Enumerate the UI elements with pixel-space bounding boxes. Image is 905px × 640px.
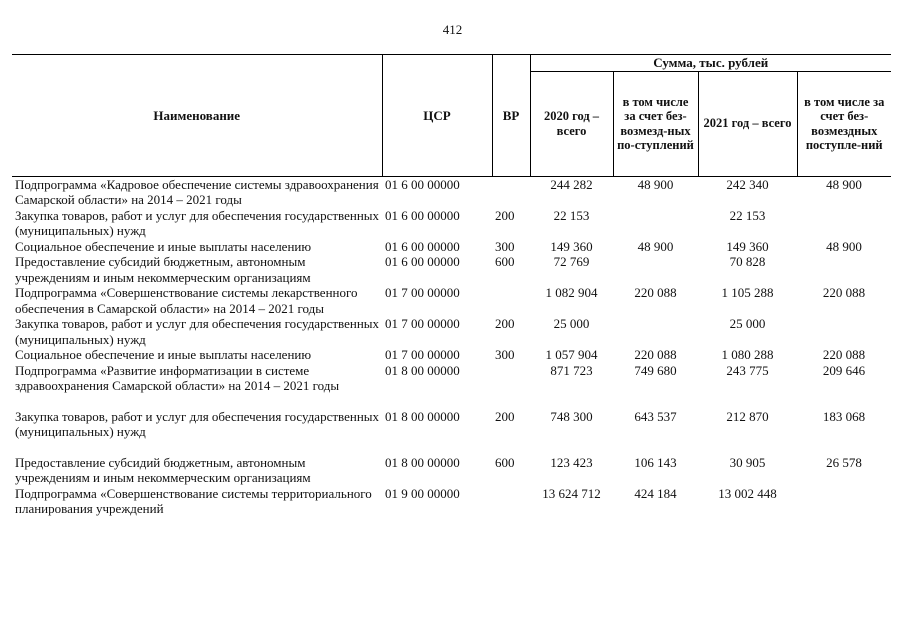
row-2020-free bbox=[613, 316, 698, 347]
table-row bbox=[12, 254, 891, 285]
row-2021-total: 1 080 288 bbox=[721, 347, 774, 362]
row-2021-free: 48 900 bbox=[826, 238, 862, 254]
row-2021-total: 25 000 bbox=[729, 316, 766, 331]
table-row bbox=[12, 409, 891, 455]
table-row bbox=[12, 316, 891, 347]
row-vr bbox=[492, 285, 530, 316]
row-csr: 01 6 00 00000 bbox=[385, 254, 460, 269]
table-row bbox=[12, 239, 891, 255]
row-csr: 01 8 00 00000 bbox=[385, 362, 460, 378]
row-2020-total: 13 624 712 bbox=[542, 485, 601, 501]
table-row bbox=[12, 363, 891, 409]
header-row-top bbox=[12, 55, 891, 72]
row-2020-free: 48 900 bbox=[637, 238, 674, 254]
row-vr: 300 bbox=[495, 347, 515, 362]
row-csr: 01 7 00 00000 bbox=[385, 347, 460, 362]
row-2020-free: 220 088 bbox=[634, 347, 677, 362]
row-2021-total: 22 153 bbox=[729, 207, 766, 223]
row-name: Социальное обеспечение и иные выплаты населению bbox=[15, 347, 312, 362]
row-csr: 01 9 00 00000 bbox=[385, 485, 460, 501]
row-2020-free: 48 900 bbox=[637, 176, 674, 192]
table-row bbox=[12, 486, 891, 517]
row-name: Закупка товаров, работ и услуг для обеспечения государственных (муниципальных) нужд bbox=[15, 408, 380, 439]
row-vr bbox=[492, 176, 530, 208]
row-2020-total: 149 360 bbox=[550, 238, 593, 254]
header-2021-total: 2021 год – всего bbox=[698, 71, 797, 176]
row-2020-total: 22 153 bbox=[553, 207, 590, 223]
row-csr: 01 6 00 00000 bbox=[385, 176, 460, 192]
row-2021-total: 13 002 448 bbox=[718, 485, 777, 501]
row-name: Подпрограмма «Кадровое обеспечение системы здравоохранения Самарской области» на 2014 – 2021 годы bbox=[15, 176, 379, 207]
header-sum-group: Сумма, тыс. рублей bbox=[530, 55, 891, 72]
row-2021-total: 243 775 bbox=[726, 362, 769, 378]
row-2020-total: 1 057 904 bbox=[545, 347, 598, 362]
row-2021-total: 70 828 bbox=[729, 254, 766, 269]
row-2020-free bbox=[613, 254, 698, 285]
row-2020-free: 106 143 bbox=[634, 454, 677, 470]
page-number: 412 bbox=[442, 22, 463, 37]
table-row bbox=[12, 347, 891, 363]
row-2021-total: 149 360 bbox=[726, 238, 769, 254]
row-vr: 600 bbox=[495, 454, 515, 470]
header-2020-total: 2020 год – всего bbox=[530, 71, 613, 176]
row-2020-free: 220 088 bbox=[634, 285, 677, 300]
row-2021-free bbox=[797, 254, 891, 285]
row-2021-total: 242 340 bbox=[726, 176, 769, 192]
row-csr: 01 7 00 00000 bbox=[385, 285, 460, 300]
header-2020-free: в том числе за счет без-возмезд-ных по-ступлений bbox=[613, 71, 698, 176]
row-2021-free: 209 646 bbox=[822, 362, 866, 378]
row-csr: 01 6 00 00000 bbox=[385, 238, 460, 254]
row-csr: 01 8 00 00000 bbox=[385, 408, 460, 424]
row-2021-free bbox=[797, 208, 891, 239]
row-2020-total: 123 423 bbox=[550, 454, 593, 470]
budget-table bbox=[12, 54, 891, 517]
row-name: Подпрограмма «Совершенствование системы лекарственного обеспечения в Самарской области» на 2014 – 2021 годы bbox=[15, 285, 358, 316]
row-vr: 600 bbox=[495, 254, 515, 269]
row-2020-free: 643 537 bbox=[634, 408, 677, 424]
row-2021-total: 1 105 288 bbox=[721, 285, 774, 300]
table-row bbox=[12, 208, 891, 239]
row-2020-free bbox=[613, 208, 698, 239]
row-2021-free: 220 088 bbox=[822, 285, 866, 300]
row-name: Подпрограмма «Совершенствование системы территориального планирования учреждений bbox=[15, 485, 372, 516]
table-row bbox=[12, 176, 891, 208]
header-vr: ВР bbox=[492, 55, 530, 177]
row-name: Социальное обеспечение и иные выплаты населению bbox=[15, 238, 312, 254]
row-name: Закупка товаров, работ и услуг для обеспечения государственных (муниципальных) нужд bbox=[15, 316, 380, 347]
header-csr: ЦСР bbox=[382, 55, 492, 177]
row-2020-free: 749 680 bbox=[634, 362, 677, 378]
row-vr: 300 bbox=[495, 238, 515, 254]
row-2021-free bbox=[797, 316, 891, 347]
row-csr: 01 8 00 00000 bbox=[385, 454, 460, 470]
row-2020-total: 25 000 bbox=[553, 316, 590, 331]
row-name: Закупка товаров, работ и услуг для обеспечения государственных (муниципальных) нужд bbox=[15, 207, 380, 238]
row-vr: 200 bbox=[495, 207, 515, 223]
row-name: Предоставление субсидий бюджетным, автономным учреждениям и иным некоммерческим организациям bbox=[15, 454, 311, 485]
row-2020-total: 72 769 bbox=[553, 254, 590, 269]
header-name: Наименование bbox=[12, 55, 382, 177]
header-2021-free: в том числе за счет без-возмездных поступле-ний bbox=[797, 71, 891, 176]
row-2021-free bbox=[797, 486, 891, 517]
row-name: Предоставление субсидий бюджетным, автономным учреждениям и иным некоммерческим организациям bbox=[15, 254, 311, 285]
row-csr: 01 6 00 00000 bbox=[385, 207, 460, 223]
table-row bbox=[12, 455, 891, 486]
row-vr: 200 bbox=[495, 316, 515, 331]
row-2021-total: 212 870 bbox=[726, 408, 769, 424]
row-2020-total: 244 282 bbox=[550, 176, 593, 192]
row-2020-total: 1 082 904 bbox=[545, 285, 598, 300]
row-2021-free: 220 088 bbox=[822, 347, 866, 362]
row-2021-free: 26 578 bbox=[826, 454, 862, 470]
row-2021-total: 30 905 bbox=[729, 454, 766, 470]
row-2021-free: 183 068 bbox=[822, 408, 866, 424]
row-2020-free: 424 184 bbox=[634, 485, 677, 501]
row-2021-free: 48 900 bbox=[826, 176, 862, 192]
row-2020-total: 871 723 bbox=[550, 362, 593, 378]
row-vr: 200 bbox=[495, 408, 515, 424]
table-row bbox=[12, 285, 891, 316]
row-vr bbox=[492, 486, 530, 517]
row-vr bbox=[492, 363, 530, 409]
row-name: Подпрограмма «Развитие информатизации в системе здравоохранения Самарской области» на 2014 – 2021 годы bbox=[15, 362, 340, 393]
row-csr: 01 7 00 00000 bbox=[385, 316, 460, 331]
row-2020-total: 748 300 bbox=[550, 408, 593, 424]
